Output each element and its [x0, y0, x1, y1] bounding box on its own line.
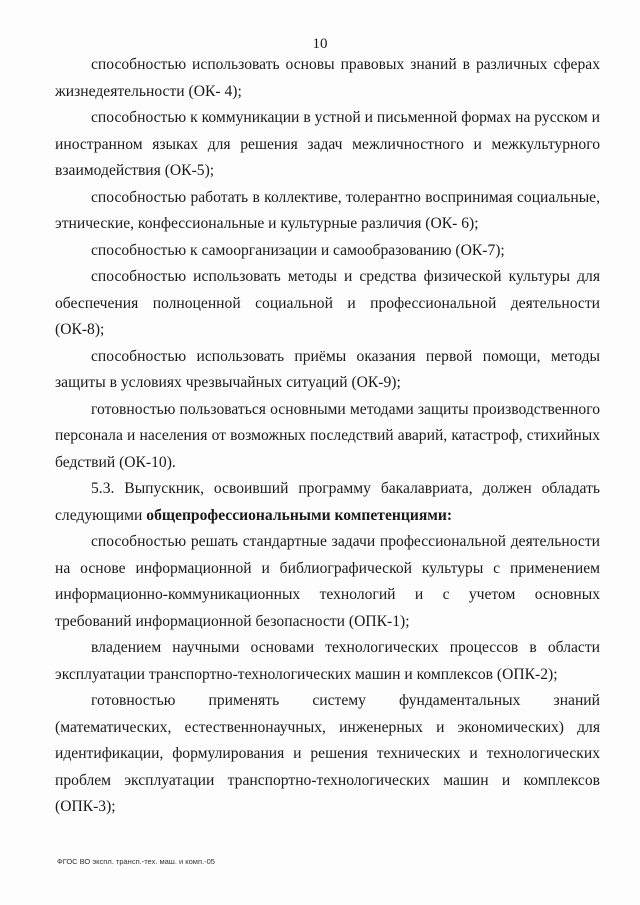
document-footer: ФГОС ВО экспл. трансп.-тех. маш. и комп.-05	[57, 857, 215, 866]
section-5-3-text: 5.3. Выпускник, освоивший программу бакалавриата, должен обладать следующими	[55, 480, 600, 524]
page-number: 10	[312, 36, 328, 52]
paragraph-ok-6: способностью работать в коллективе, толерантно воспринимая социальные, этнические, конфессиональные и культурные различия (ОК- 6);	[55, 188, 600, 232]
paragraph-opk-3: готовностью применять систему фундаментальных знаний (математических, естественнонаучных, инженерных и экономических) для идентификации, формулирования и решения технических и технологических проблем эксплуатации транспортно-технологических машин и комплексов (ОПК-3);	[55, 692, 600, 815]
section-5-3-bold-term: общепрофессиональными компетенциями:	[146, 506, 453, 524]
paragraph-section-5-3	[55, 476, 600, 529]
paragraph-ok-7: способностью к самоорганизации и самообразованию (ОК-7);	[91, 241, 505, 259]
paragraph-ok-10: готовностью пользоваться основными методами защиты производственного персонала и населения от возможных последствий аварий, катастроф, стихийных бедствий (ОК-10).	[55, 400, 600, 471]
paragraph-ok-8: способностью использовать методы и средства физической культуры для обеспечения полноценной социальной и профессиональной деятельности (ОК-8);	[55, 268, 600, 338]
paragraph-opk-2: владением научными основами технологических процессов в области эксплуатации транспортно-технологических машин и комплексов (ОПК-2);	[55, 639, 600, 683]
paragraph-ok-5: способностью к коммуникации в устной и письменной формах на русском и иностранном языках для решения задач межличностного и межкультурного взаимодействия (ОК-5);	[55, 109, 600, 179]
document-body	[55, 52, 600, 821]
paragraph-opk-1: способностью решать стандартные задачи профессиональной деятельности на основе информационной и библиографической культуры с применением информационно-коммуникационных технологий и с учетом основных требований информационной безопасности (ОПК-1);	[55, 533, 600, 630]
paragraph-ok-4: способностью использовать основы правовых знаний в различных сферах жизнедеятельности (ОК- 4);	[55, 56, 600, 100]
paragraph-ok-9: способностью использовать приёмы оказания первой помощи, методы защиты в условиях чрезвычайных ситуаций (ОК-9);	[55, 347, 600, 391]
